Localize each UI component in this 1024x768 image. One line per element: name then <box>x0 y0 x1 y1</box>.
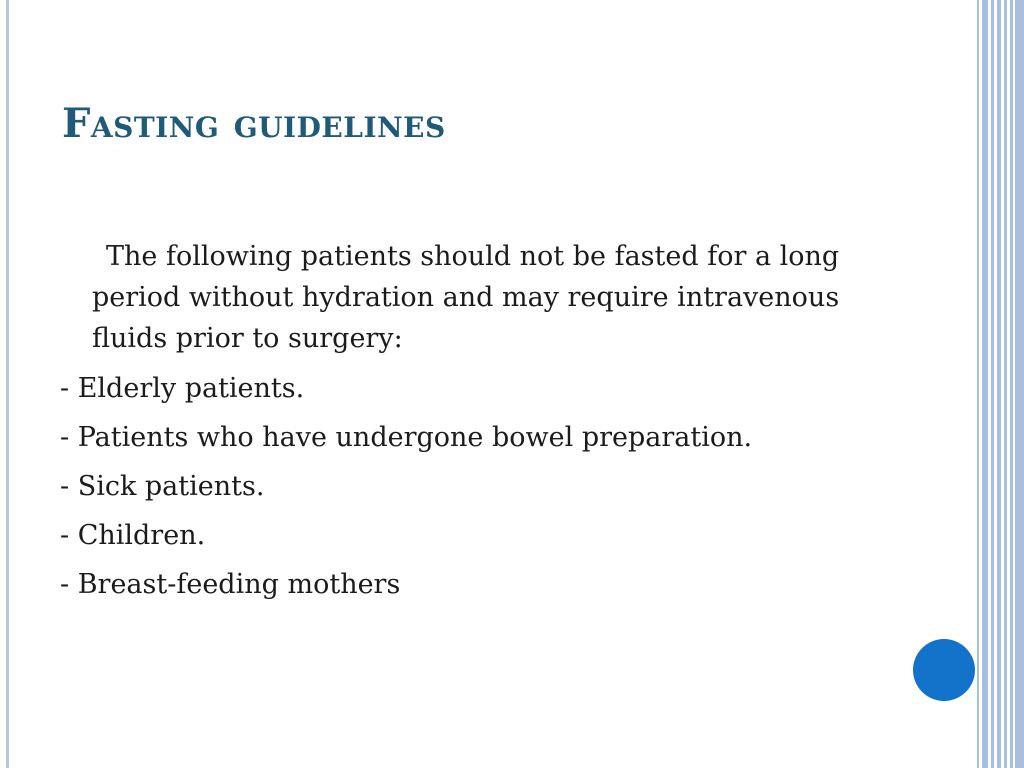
bullet-item: - Children. <box>60 520 206 551</box>
slide-title: Fasting guidelines <box>62 100 446 147</box>
right-decorative-stripe <box>997 0 1001 768</box>
right-decorative-gap <box>1007 0 1010 768</box>
intro-paragraph: The following patients should not be fasted for a long period without hydration and may require intravenous fluids prior to surgery: <box>92 241 840 354</box>
right-decorative-stripe <box>991 0 994 768</box>
bullet-item: - Elderly patients. <box>60 373 305 404</box>
bullet-item: - Patients who have undergone bowel preparation. <box>60 422 753 453</box>
bullet-item: - Breast-feeding mothers <box>60 569 401 600</box>
right-decorative-stripe <box>982 0 988 768</box>
slide-body <box>60 236 940 614</box>
decorative-circle <box>913 639 975 701</box>
right-decorative-stripe <box>977 0 979 768</box>
bullet-item: - Sick patients. <box>60 471 265 502</box>
right-decorative-gap <box>1013 0 1015 768</box>
left-border-rule <box>6 0 9 768</box>
